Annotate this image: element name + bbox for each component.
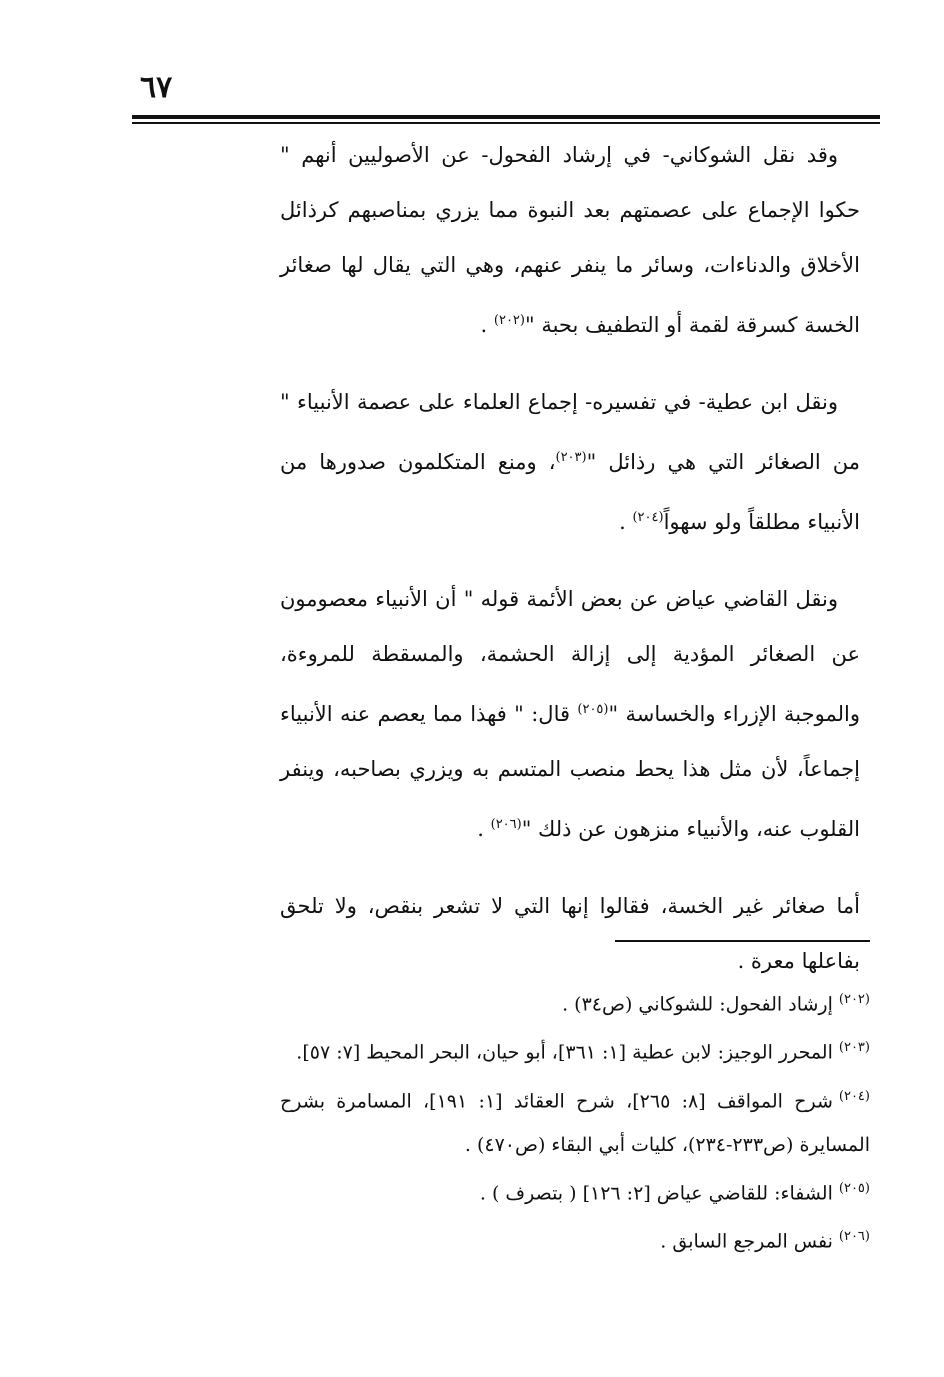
footnote-text: الشفاء: للقاضي عياض [٢: ١٢٦] ( بتصرف ) . <box>479 1182 833 1205</box>
footnote-item <box>280 1075 870 1167</box>
footnote-ref[interactable]: (٢٠٤) <box>632 510 664 525</box>
footnote-ref[interactable]: (٢٠٥) <box>577 702 609 717</box>
paragraph-4: أما صغائر غير الخسة، فقالوا إنها التي لا تشعر بنقص، ولا تلحق بفاعلها معرة . <box>280 894 860 973</box>
page-number: ٦٧ <box>140 70 173 105</box>
footnote-number: (٢٠٣) <box>838 1040 870 1056</box>
footnote-item <box>280 1167 870 1215</box>
footnote-text: إرشاد الفحول: للشوكاني (ص٣٤) . <box>562 993 833 1016</box>
footnote-ref[interactable]: (٢٠٦) <box>490 817 522 832</box>
footnotes <box>280 978 870 1264</box>
footnote-number: (٢٠٦) <box>838 1229 870 1245</box>
footnote-separator <box>615 940 870 942</box>
footnote-ref[interactable]: (٢٠٢) <box>493 313 525 328</box>
paragraph-2: ونقل ابن عطية- في تفسيره- إجماع العلماء على عصمة الأنبياء " من الصغائر التي هي رذائل "$^{(٢٠٣)}$، ومنع المتكلمون صدورها من الأنبياء مطلقاً ولو سهواً$^{(٢٠٤)}$ . <box>280 390 860 534</box>
header-rule-thin <box>132 122 880 124</box>
footnote-item <box>280 1026 870 1074</box>
footnote-item <box>280 1215 870 1263</box>
footnote-text: شرح المواقف [٨: ٢٦٥]، شرح العقائد [١: ١٩١]، المسامرة بشرح المسايرة (ص٢٣٣-٢٣٤)، كليات أبي البقاء (ص٤٧٠) . <box>280 1089 870 1156</box>
footnote-number: (٢٠٥) <box>838 1180 870 1196</box>
footnote-ref[interactable]: (٢٠٣) <box>555 450 587 465</box>
header-rule <box>132 115 880 119</box>
footnote-number: (٢٠٢) <box>838 992 870 1007</box>
paragraph-1: وقد نقل الشوكاني- في إرشاد الفحول- عن الأصوليين أنهم " حكوا الإجماع على عصمتهم بعد النبوة مما يزري بمناصبهم كرذائل الأخلاق والدناءات، وسائر ما ينفر عنهم، وهي التي يقال لها صغائر الخسة كسرقة لقمة أو التطفيف بحبة "$^{(٢٠٢)}$ . <box>280 143 860 337</box>
paragraph-3: ونقل القاضي عياض عن بعض الأئمة قوله " أن الأنبياء معصومون عن الصغائر المؤدية إلى إزالة الحشمة، والمسقطة للمروءة، والموجبة الإزراء والخساسة "$^{(٢٠٥)}$ قال: " فهذا مما يعصم عنه الأنبياء إجماعاً، لأن مثل هذا يحط منصب المتسم به ويزري بصاحبه، وينفر القلوب عنه، والأنبياء منزهون عن ذلك "$^{(٢٠٦)}$ . <box>280 587 860 841</box>
footnote-text: نفس المرجع السابق . <box>660 1230 833 1253</box>
footnote-item <box>280 978 870 1026</box>
footnote-text: المحرر الوجيز: لابن عطية [١: ٣٦١]، أبو حيان، البحر المحيط [٧: ٥٧]. <box>296 1041 833 1064</box>
body-text <box>280 128 860 1011</box>
footnote-number: (٢٠٤) <box>838 1088 870 1104</box>
